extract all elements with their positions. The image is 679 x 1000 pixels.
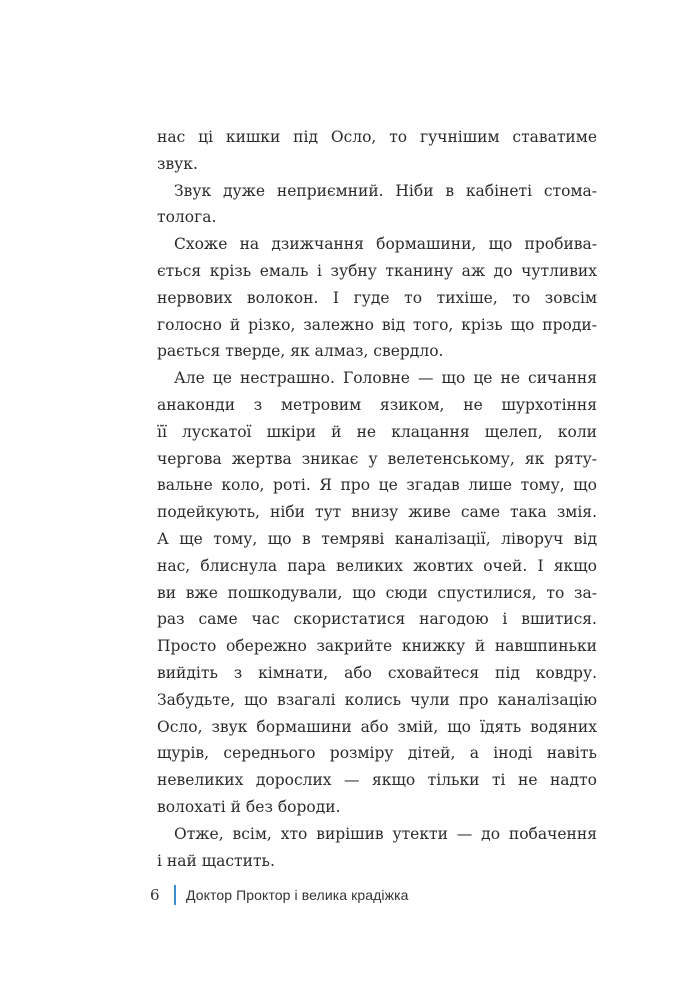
text-line: щурів, середнього розміру дітей, а іноді навіть (157, 744, 597, 763)
text-line: подейкують, ніби тут внизу живе саме така змія. (157, 503, 597, 522)
text-line: Звук дуже неприємний. Ніби в кабінеті стома- (174, 181, 597, 200)
text-line: нас, блиснула пара великих жовтих очей. І якщо (157, 556, 597, 575)
text-line: Осло, звук бормашини або змій, що їдять водяних (157, 717, 597, 736)
text-line: А ще тому, що в темряві каналізації, ліворуч від (157, 529, 597, 548)
text-line: вийдіть з кімнати, або сховайтеся під ковдру. (157, 663, 597, 682)
text-line: рається тверде, як алмаз, свердло. (157, 342, 444, 361)
text-line: волохаті й без бороди. (157, 797, 341, 816)
text-line: Отже, всім, хто вирішив утекти — до побачення (174, 824, 597, 843)
text-line: Просто обережно закрийте книжку й навшпиньки (157, 637, 597, 656)
text-line: нервових волокон. І гуде то тихіше, то зовсім (157, 288, 597, 307)
text-line: толога. (157, 208, 217, 227)
text-line: ви вже пошкодували, що сюди спустилися, то за- (157, 583, 597, 602)
page-number: 6 (150, 886, 160, 904)
text-line: вальне коло, роті. Я про це згадав лише тому, що (157, 476, 597, 495)
text-line: голосно й різко, залежно від того, крізь що проди- (157, 315, 597, 334)
text-line: Забудьте, що взагалі колись чули про каналізацію (157, 690, 597, 709)
text-line: і най щастить. (157, 851, 275, 870)
text-line: її лускатої шкіри й не клацання щелеп, коли (157, 422, 597, 441)
text-line: звук. (157, 154, 198, 173)
page-footer (150, 884, 409, 906)
footer-divider (174, 885, 176, 905)
text-line: невеликих дорослих — якщо тільки ті не надто (157, 771, 597, 790)
text-line: нас ці кишки під Осло, то гучнішим ставатиме (157, 128, 597, 146)
running-title: Доктор Проктор і велика крадіжка (186, 887, 409, 903)
text-line: Але це нестрашно. Головне — що це не сичання (174, 369, 597, 388)
body-text (157, 124, 597, 874)
text-line: Схоже на дзижчання бормашини, що пробива- (174, 235, 597, 254)
text-line: ється крізь емаль і зубну тканину аж до чутливих (157, 261, 597, 280)
text-line: чергова жертва зникає у велетенському, як ряту- (157, 449, 597, 468)
text-line: раз саме час скористатися нагодою і вшитися. (157, 610, 597, 629)
text-line: анаконди з метровим язиком, не шурхотіння (157, 395, 597, 414)
